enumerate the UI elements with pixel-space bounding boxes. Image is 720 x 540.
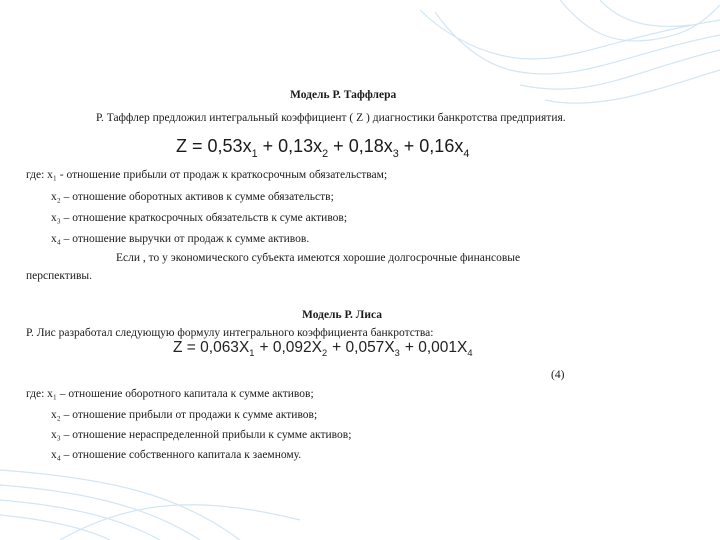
lis-term-3-coef: 0,057: [345, 339, 385, 356]
lis-term-1-op: +: [259, 339, 269, 356]
lis-term-2-coef: 0,092: [272, 339, 312, 356]
taffler-line-2: x₂ – отношение оборотных активов к сумме обязательств;: [51, 191, 334, 203]
taffler-heading: Модель Р. Таффлера: [290, 89, 397, 101]
lis-term-3-sub: 3: [394, 348, 400, 359]
taffler-formula-lhs: Z =: [176, 136, 208, 156]
lis-heading: Модель Р. Лиса: [302, 309, 382, 321]
lis-formula: [173, 339, 475, 358]
lis-term-3-var: X: [384, 339, 395, 356]
taffler-term-2-sub: 2: [322, 147, 329, 160]
taffler-term-3-var: x: [383, 136, 393, 156]
taffler-line-1: где: x₁ - отношение прибыли от продаж к краткосрочным обязательствам;: [26, 169, 388, 181]
taffler-term-4-sub: 4: [463, 147, 470, 160]
taffler-line-4: x₄ – отношение выручки от продаж к сумме активов.: [51, 233, 310, 245]
taffler-term-2-coef: 0,13: [278, 136, 314, 156]
lis-term-2-var: X: [311, 339, 322, 356]
lis-term-1-sub: 1: [249, 348, 255, 359]
lis-term-4-coef: 0,001: [418, 339, 457, 356]
taffler-term-1-coef: 0,53: [207, 136, 243, 156]
taffler-line-6: перспективы.: [26, 270, 93, 282]
taffler-term-1-sub: 1: [251, 147, 258, 160]
taffler-term-3-coef: 0,18: [348, 136, 384, 156]
taffler-line-5: Если , то у экономического субъекта имеются хорошие долгосрочные финансовые: [116, 252, 521, 264]
lis-term-2-sub: 2: [321, 348, 328, 359]
taffler-term-2-var: x: [313, 136, 323, 156]
lis-line-3: x₃ – отношение нераспределенной прибыли к сумме активов;: [51, 429, 352, 441]
lis-equation-number: (4): [551, 369, 565, 381]
lis-line-1: где: x₁ – отношение оборотного капитала к сумме активов;: [26, 388, 314, 400]
taffler-term-3-op: +: [403, 136, 415, 156]
lis-term-4-sub: 4: [467, 348, 473, 359]
lis-formula-lhs: Z =: [173, 339, 201, 356]
lis-term-3-op: +: [404, 339, 414, 356]
taffler-intro: Р. Таффлер предложил интегральный коэффициент ( Z ) диагностики банкротства предприятия.: [96, 112, 566, 124]
lis-term-1-coef: 0,063: [200, 339, 239, 356]
lis-term-2-op: +: [332, 339, 342, 356]
taffler-formula: [176, 136, 471, 160]
lis-term-4-var: X: [457, 339, 468, 356]
lis-term-1-var: X: [238, 339, 250, 356]
lis-line-4: x₄ – отношение собственного капитала к заемному.: [51, 449, 302, 461]
taffler-term-4-coef: 0,16: [419, 136, 455, 156]
taffler-term-1-op: +: [262, 136, 274, 156]
taffler-term-2-op: +: [333, 136, 344, 156]
lis-intro: Р. Лис разработал следующую формулу интегрального коэффициента банкротства:: [26, 327, 434, 339]
taffler-term-3-sub: 3: [392, 147, 399, 160]
lis-line-2: x₂ – отношение прибыли от продажи к сумме активов;: [51, 409, 318, 421]
taffler-term-4-var: x: [454, 136, 464, 156]
taffler-term-1-var: x: [242, 136, 252, 156]
taffler-line-3: x₃ – отношение краткосрочных обязательств к суме активов;: [51, 212, 348, 224]
